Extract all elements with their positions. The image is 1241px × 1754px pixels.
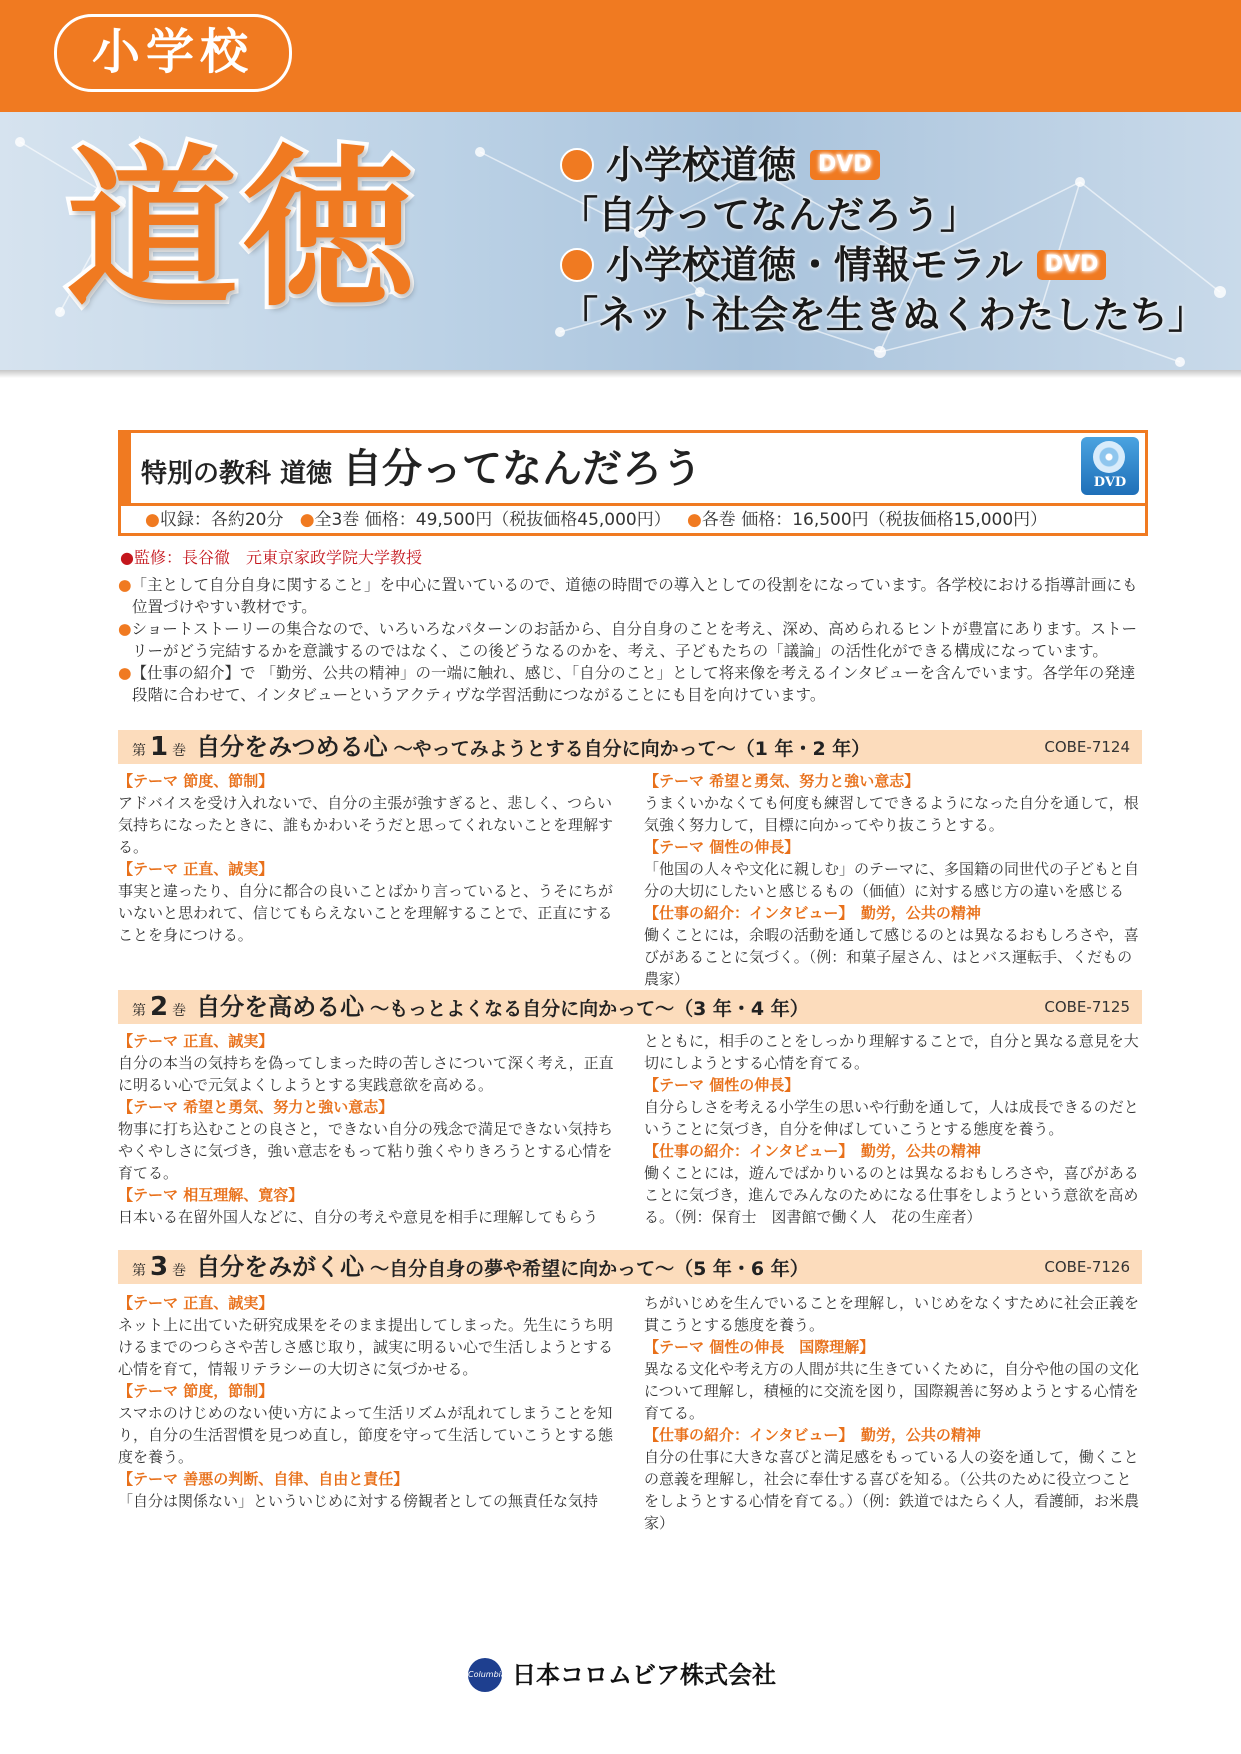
price-info: ●収録：各約20分 ●全3巻 価格：49,500円（税抜価格45,000円） ●各巻 価格：16,500円（税抜価格15,000円） (145, 510, 1048, 530)
volume-subtitle: ～もっとよくなる自分に向かって～（3 年・4 年） (370, 998, 809, 1020)
volume-3-left-column: 【テーマ 正直、誠実】 ネット上に出ていた研究成果をそのまま提出してしまった。先生にうち明けるまでのつらさや苦しさ感じ取り，誠実に明るい心で生活しようとする心情を育て，情報リテラシーの大切さに気づかせる。 【テーマ 節度，節制】 スマホのけじめのない使い方によって生活リズムが乱れてしまうことを知り，自分の生活習慣を見つめ直し，節度を守って生活していこうとする態度を養う。 【テーマ 善悪の判断、自律、自由と責任】 「自分は関係ない」といういじめに対する傍観者としての無責任な気持 (118, 1294, 614, 1510)
company-name: 日本コロムビア株式会社 (512, 1661, 776, 1689)
hero-shadow (0, 370, 1241, 378)
info-set-price: 全3巻 価格：49,500円（税抜価格45,000円） (314, 510, 671, 530)
product-1-line1: 小学校道徳 DVD (560, 140, 1206, 190)
product-list (560, 140, 1206, 340)
title-accent-bar (121, 433, 131, 503)
title-row (141, 437, 702, 501)
dvd-tag: DVD (1037, 250, 1107, 280)
feature-bullets (118, 574, 1148, 706)
volume-3-header: 第 3 巻 自分をみがく心 ～自分自身の夢や希望に向かって～（5 年・6 年） COBE-7126 (118, 1250, 1142, 1284)
volume-name: 自分をみつめる心 (196, 733, 388, 761)
bullet-icon (560, 248, 594, 282)
product-1-line2: 「自分ってなんだろう」 (560, 193, 979, 237)
feature-bullet: ●「主として自分自身に関すること」を中心に置いているので、道徳の時間での導入としての役割をになっています。各学校における指導計画にも位置づけやすい教材です。 (118, 576, 1138, 616)
title-subject: 特別の教科 道徳 (141, 459, 333, 489)
volume-code: COBE-7125 (1044, 998, 1130, 1016)
dvd-icon-label: DVD (1093, 475, 1127, 490)
volume-2-header: 第 2 巻 自分を高める心 ～もっとよくなる自分に向かって～（3 年・4 年） COBE-7125 (118, 990, 1142, 1024)
title-divider (121, 503, 1145, 506)
dvd-icon (1081, 437, 1139, 495)
product-2-line1: 小学校道徳・情報モラル DVD (560, 240, 1206, 290)
main-title-moral: 道徳 (66, 129, 418, 330)
volume-subtitle: ～やってみようとする自分に向かって～（1 年・2 年） (393, 738, 871, 760)
volume-3-right-column: ちがいじめを生んでいることを理解し，いじめをなくすために社会正義を貫こうとする態度を養う。 【テーマ 個性の伸長 国際理解】 異なる文化や考え方の人間が共に生きていくために，自分や他の国の文化について理解し，積極的に交流を図り，国際親善に努めようとする心情を育てる。 【仕事の紹介：インタビュー】 勤労，公共の精神 自分の仕事に大きな喜びと満足感をもっている人の姿を通して，働くことの意義を理解し，社会に奉仕する喜びを知る。（公共のために役立つことをしようとする心情を育てる。）（例：鉄道ではたらく人，看護師，お米農家） (644, 1294, 1140, 1532)
info-duration: 収録：各約20分 (159, 510, 284, 530)
volume-subtitle: ～自分自身の夢や希望に向かって～（5 年・6 年） (370, 1258, 809, 1280)
volume-name: 自分をみがく心 (196, 1253, 365, 1281)
dvd-tag: DVD (810, 150, 880, 180)
bullet-icon (560, 148, 594, 182)
columbia-logo-icon: Columbia (468, 1658, 502, 1692)
info-single-price: 各巻 価格：16,500円（税抜価格15,000円） (701, 510, 1048, 530)
school-badge: 小学校 (54, 14, 292, 92)
product-2-line2: 「ネット社会を生きぬくわたしたち」 (560, 293, 1207, 337)
company-logo (468, 1656, 776, 1696)
feature-bullet: ●【仕事の紹介】で 「勤労、公共の精神」の一端に触れ、感じ、「自分のこと」として将来像を考えるインタビューを含んでいます。各学年の発達段階に合わせて、インタビューというアクティヴな学習活動につながることにも目を向けています。 (118, 664, 1136, 704)
feature-bullet: ●ショートストーリーの集合なので、いろいろなパターンのお話から、自分自身のことを考え、深め、高められるヒントが豊富にあります。ストーリーがどう完結するかを意識するのではなく、この後どうなるのかを、考え、子どもたちの「議論」の活性化ができる構成になっています。 (118, 620, 1138, 660)
volume-1-header: 第 1 巻 自分をみつめる心 ～やってみようとする自分に向かって～（1 年・2 年） COBE-7124 (118, 730, 1142, 764)
title-main: 自分ってなんだろう (342, 446, 703, 492)
volume-2-right-column: とともに，相手のことをしっかり理解することで，自分と異なる意見を大切にしようとする心情を育てる。 【テーマ 個性の伸長】 自分らしさを考える小学生の思いや行動を通して，人は成長できるのだということに気づき，自分を伸ばしていこうとする態度を養う。 【仕事の紹介：インタビュー】 勤労，公共の精神 働くことには，遊んでばかりいるのとは異なるおもしろさや，喜びがあることに気づき，進んでみんなのためになる仕事をしようという意欲を高める。（例：保育士 図書館で働く人 花の生産者） (644, 1032, 1139, 1226)
volume-1-left-column: 【テーマ 節度、節制】 アドバイスを受け入れないで、自分の主張が強すぎると、悲しく、つらい気持ちになったときに、誰もかわいそうだと思ってくれないことを理解する。 【テーマ 正直、誠実】 事実と違ったり、自分に都合の良いことばかり言っていると、うそにちがいないと思われて、信じてもらえないことを理解することで、正直にすることを身につける。 (118, 772, 614, 944)
volume-2-left-column: 【テーマ 正直、誠実】 自分の本当の気持ちを偽ってしまった時の苦しさについて深く考え，正直に明るい心で元気よくしようとする実践意欲を高める。 【テーマ 希望と勇気、努力と強い意志】 物事に打ち込むことの良さと，できない自分の残念で満足できない気持ちやくやしさに気づき，強い意志をもって粘り強くやりきろうとする心情を育てる。 【テーマ 相互理解、寛容】 日本いる在留外国人などに、自分の考えや意見を相手に理解してもらう (118, 1032, 614, 1226)
product-title-box (118, 430, 1148, 536)
disc-icon (1093, 441, 1125, 473)
volume-code: COBE-7124 (1044, 738, 1130, 756)
volume-code: COBE-7126 (1044, 1258, 1130, 1276)
volume-name: 自分を高める心 (196, 993, 365, 1021)
supervisor: ●監修：長谷徹 元東京家政学院大学教授 (120, 548, 422, 567)
volume-1-right-column: 【テーマ 希望と勇気、努力と強い意志】 うまくいかなくても何度も練習してできるようになった自分を通して，根気強く努力して，目標に向かってやり抜こうとする。 【テーマ 個性の伸長】 「他国の人々や文化に親しむ」のテーマに、多国籍の同世代の子どもと自分の大切にしたいと感じるもの（価値）に対する感じ方の違いを感じる 【仕事の紹介：インタビュー】 勤労，公共の精神 働くことには，余暇の活動を通して感じるのとは異なるおもしろさや，喜びがあることに気づく。（例：和菓子屋さん、はとバス運転手、くだもの農家） (644, 772, 1140, 988)
